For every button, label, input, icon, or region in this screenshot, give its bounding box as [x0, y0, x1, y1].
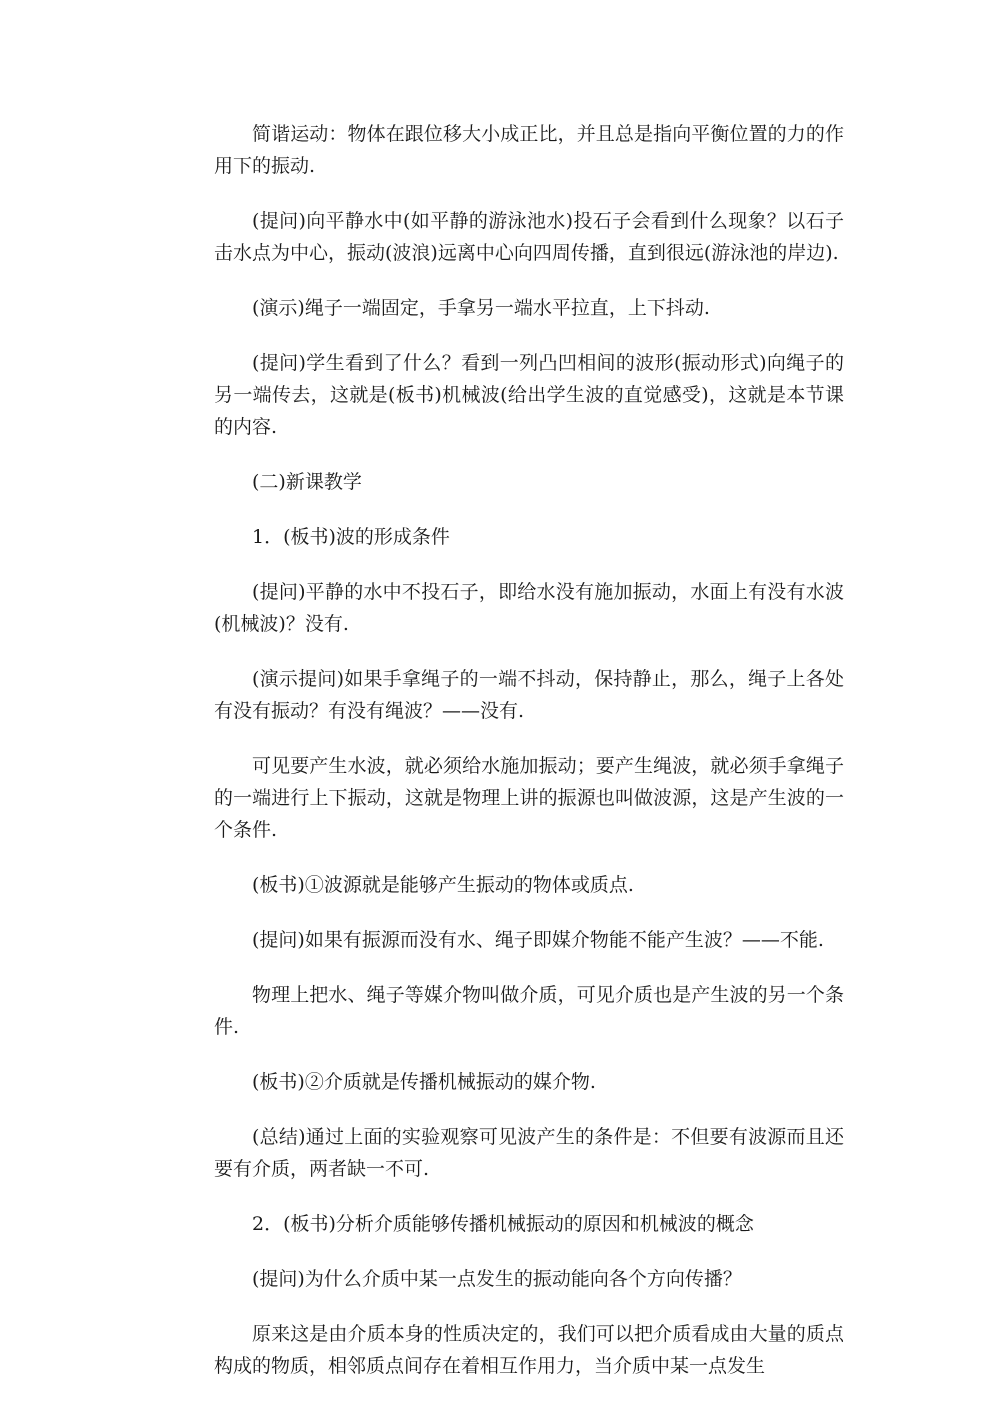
paragraph-question-students: (提问)学生看到了什么？看到一列凸凹相间的波形(振动形式)向绳子的另一端传去，这就是(板书)机械波(给出学生波的直觉感受)，这就是本节课的内容. — [214, 352, 844, 438]
document-page — [214, 118, 844, 1405]
paragraph-wave-source: 可见要产生水波，就必须给水施加振动；要产生绳波，就必须手拿绳子的一端进行上下振动，这就是物理上讲的振源也叫做波源，这是产生波的一个条件. — [214, 755, 844, 841]
paragraph-board-source: (板书)①波源就是能够产生振动的物体或质点. — [252, 874, 634, 896]
paragraph-shm-definition: 简谐运动：物体在跟位移大小成正比，并且总是指向平衡位置的力的作用下的振动. — [214, 123, 844, 177]
subheading-wave-conditions: 1．(板书)波的形成条件 — [252, 526, 450, 548]
section-heading-new-lesson: (二)新课教学 — [252, 471, 362, 493]
paragraph-question-stone: (提问)向平静水中(如平静的游泳池水)投石子会看到什么现象？以石子击水点为中心，振动(波浪)远离中心向四周传播，直到很远(游泳池的岸边). — [214, 210, 844, 264]
paragraph-question-still-water: (提问)平静的水中不投石子，即给水没有施加振动，水面上有没有水波(机械波)？没有. — [214, 581, 844, 635]
paragraph-board-medium: (板书)②介质就是传播机械振动的媒介物. — [252, 1071, 596, 1093]
paragraph-demo-question-rope: (演示提问)如果手拿绳子的一端不抖动，保持静止，那么，绳子上各处有没有振动？有没有绳波？——没有. — [214, 668, 844, 722]
subheading-mechanical-wave: 2．(板书)分析介质能够传播机械振动的原因和机械波的概念 — [252, 1213, 754, 1235]
paragraph-medium-definition: 物理上把水、绳子等媒介物叫做介质，可见介质也是产生波的另一个条件. — [214, 984, 844, 1038]
paragraph-summary: (总结)通过上面的实验观察可见波产生的条件是：不但要有波源而且还要有介质，两者缺一不可. — [214, 1126, 844, 1180]
paragraph-explanation: 原来这是由介质本身的性质决定的，我们可以把介质看成由大量的质点构成的物质，相邻质点间存在着相互作用力，当介质中某一点发生 — [214, 1323, 844, 1377]
paragraph-question-medium: (提问)如果有振源而没有水、绳子即媒介物能不能产生波？——不能. — [252, 929, 824, 951]
paragraph-question-propagation: (提问)为什么介质中某一点发生的振动能向各个方向传播？ — [252, 1268, 742, 1290]
paragraph-demo-rope: (演示)绳子一端固定，手拿另一端水平拉直，上下抖动. — [252, 297, 710, 319]
